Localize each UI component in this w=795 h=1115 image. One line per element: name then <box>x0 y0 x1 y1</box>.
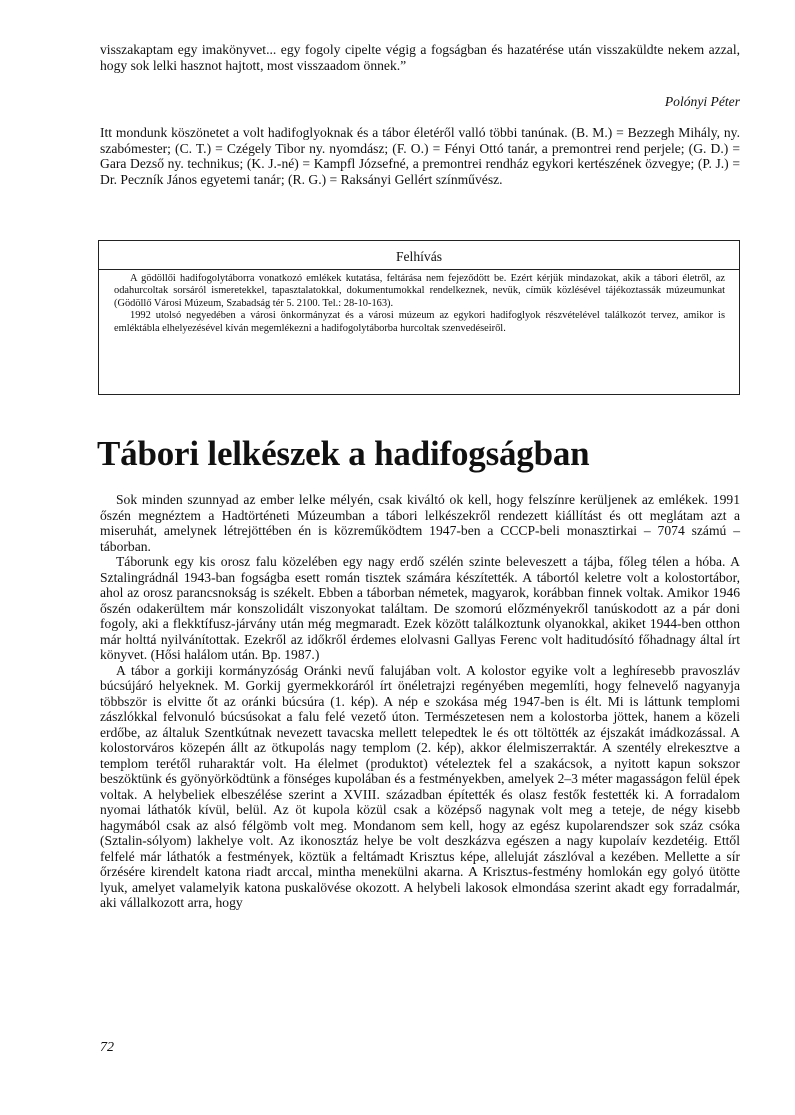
article-paragraph: A tábor a gorkiji kormányzóság Oránki nevű falujában volt. A kolostor egyike volt a leghíresebb pravoszláv búcsújáró helyeknek. M. Gorkij gyermekkoráról írt önéletrajzi regényében megemlíti, hogy felnevelő nagyanyja többször is elvitte őt az oránki búcsúra (1. kép). A nép e szokása még 1947-ben is élt. Mi is láttunk templomi zászlókkal felvonuló búcsúsokat a falu felé vezető úton. Természetesen nem a kolostorba jöttek, hanem a közeli erdőbe, az általuk Szentkútnak nevezett tavacska mellett telepedtek le és ott töltötték az éjszakát imádkozással. A kolostorváros közepén állt az ötkupolás nagy templom (2. kép), akkor élelmiszerraktár. A szentély elrekesztve a templom terétől ruharaktár volt. Ha élelmet (produktot) vételeztek fel a szakácsok, a nyitott kapun sokszor beszöktünk és gyönyörködtünk a fönséges kupolában és a festményekben, amelyek 2–3 méter magasságon felül épek voltak. A helybeliek elbeszélése szerint a XVIII. században építették és olasz festők festették ki. A forradalom nyomai láthatók kívül, belül. Az öt kupola közül csak a középső nagynak volt meg a teteje, de négy kisebb hagymából csak az alsó félgömb volt meg. Mondanom sem kell, hogy az egész kupolarendszer sok száz csóka (Sztalin-sólyom) lakhelye volt. Az ikonosztáz helye be volt deszkázva egészen a nagy kupolaív kezdetéig. Ettől felfelé már láthatók a festmények, köztük a feltámadt Krisztus képe, alleluját zászlóval a kezében. Mellette a sír őrzésére kirendelt katona riadt arccal, mintha menekülni akarna. A Krisztus-festmény homlokán egy golyó ütötte lyuk, amelyet valamelyik katona puskalövése okozott. A helybeli lakosok elmondása szerint akadt egy forradalmár, aki vállalkozott arra, hogy <box>100 662 740 910</box>
page-number: 72 <box>100 1040 114 1055</box>
notice-body <box>114 273 725 335</box>
article-paragraph: Táborunk egy kis orosz falu közelében egy nagy erdő szélén szinte beleveszett a tájba, főleg télen a hóba. A Sztalingrádnál 1943-ban fogságba esett román tisztek számára készítették. A tábortól keletre volt a kolostortábor, ahol az orosz parancsnokság is székelt. Ebben a táborban németek, magyarok, korábban finnek voltak. Amikor 1946 őszén odakerültem már konszolidált viszonyokat találtam. De szomorú előzményekről tanúskodott az a pár doni fogoly, aki a flekktífusz-járvány után még megmaradt. Ezek között találkoztunk olyanokkal, akiket 1944-ben otthon már holttá nyilvánítottak. Ezekről az időkről érdemes elolvasni Gallyas Ferenc volt haditudósító főhadnagy által írt könyvet. (Hősi halálom után. Bp. 1987.) <box>100 554 740 662</box>
notice-divider <box>99 269 739 270</box>
article-paragraph: Sok minden szunnyad az ember lelke mélyén, csak kiváltó ok kell, hogy felszínre kerüljenek az emlékek. 1991 őszén megnéztem a Hadtörténeti Múzeumban a tábori lelkészekről rendezett kiállítást és ott meglátam azt a miseruhát, amelynek létrejöttében én is közreműködtem 1947-ben a CCCP-beli monasztirkai – 7074 számú – táborban. <box>100 492 740 554</box>
acknowledgements-paragraph <box>100 125 740 187</box>
intro-text: visszakaptam egy imakönyvet... egy fogoly cipelte végig a fogságban és hazatérése után visszaküldte nekem azzal, hogy sok lelki hasznot hajtott, most visszaadom önnek.” <box>100 42 740 73</box>
author-signature: Polónyi Péter <box>664 94 740 109</box>
notice-box <box>98 240 740 395</box>
article-title: Tábori lelkészek a hadifogságban <box>97 434 590 473</box>
notice-paragraph: A gödöllői hadifogolytáborra vonatkozó emlékek kutatása, feltárása nem fejeződött be. Ezért kérjük mindazokat, akik a tábori életről, az odahurcoltak sorsáról ismeretekkel, tapasztalatokkal, dokumentumokkal rendelkeznek, nevük, címük közlésével tájékoztassák múzeumunkat (Gödöllő Városi Múzeum, Szabadság tér 5. 2100. Tel.: 28-10-163). <box>114 273 725 309</box>
notice-title: Felhívás <box>395 249 443 264</box>
intro-paragraph <box>100 42 740 73</box>
acknowledgements-text: Itt mondunk köszönetet a volt hadifoglyoknak és a tábor életéről valló többi tanúnak. (B. M.) = Bezzegh Mihály, ny. szabómester; (C. T.) = Czégely Tibor ny. nyomdász; (F. O.) = Fényi Ottó tanár, a premontrei rend perjele; (G. D.) = Gara Dezső ny. technikus; (K. J.-né) = Kampfl Józsefné, a premontrei rendház egykori kertészének özvegye; (P. J.) = Dr. Peczník János egyetemi tanár; (R. G.) = Raksányi Gellért színművész. <box>100 125 740 187</box>
article-body <box>100 492 740 911</box>
notice-paragraph: 1992 utolsó negyedében a városi önkormányzat és a városi múzeum az egykori hadifoglyok részvételével találkozót tervez, amikor is emléktábla elhelyezésével kíván megemlékezni a hadifogolytáborba hurcoltak szenvedéseiről. <box>114 310 725 334</box>
